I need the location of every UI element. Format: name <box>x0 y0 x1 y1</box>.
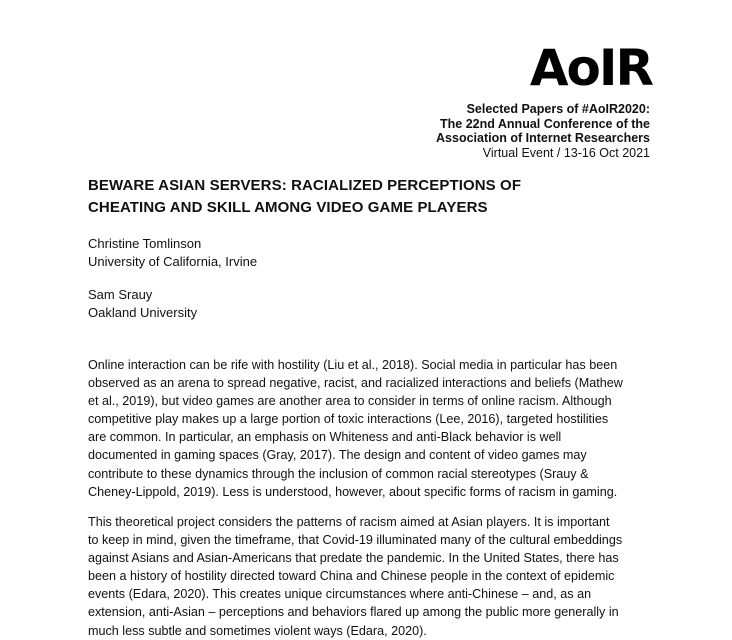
venue-line-4: Virtual Event / 13-16 Oct 2021 <box>482 145 650 160</box>
title-line: CHEATING AND SKILL AMONG VIDEO GAME PLAYERS <box>88 199 488 216</box>
paragraph-line: This theoretical project considers the patterns of racism aimed at Asian players. It is important <box>88 515 610 529</box>
paragraph-line: Cheney-Lippold, 2019). Less is understood, however, about specific forms of racism in gaming. <box>88 484 618 499</box>
paragraph-line: been a history of hostility directed toward China and Chinese people in the context of epidemic <box>88 569 615 584</box>
paragraph-line: observed as an arena to spread negative, racist, and racialized interactions and beliefs (Mathew <box>88 376 623 391</box>
aoir-logo: AoIR <box>529 39 652 97</box>
author-affiliation: University of California, Irvine <box>88 254 258 269</box>
conference-info <box>436 102 650 160</box>
paragraph-line: much less subtle and sometimes violent ways (Edara, 2020). <box>88 623 427 638</box>
venue-line-1: Selected Papers of #AoIR2020: <box>466 102 650 116</box>
body-paragraph-1 <box>88 356 654 501</box>
paper-title <box>88 175 648 219</box>
author-name: Sam Srauy <box>88 287 153 302</box>
author-2 <box>88 286 197 322</box>
venue-line-2: The 22nd Annual Conference of the <box>440 116 650 131</box>
author-name: Christine Tomlinson <box>88 236 202 251</box>
paragraph-line: events (Edara, 2020). This creates unique circumstances where anti-Chinese – and, as an <box>88 587 592 602</box>
author-affiliation: Oakland University <box>88 305 198 320</box>
paragraph-line: documented in gaming spaces (Gray, 2017). The design and content of video games may <box>88 448 587 463</box>
paragraph-line: Online interaction can be rife with hostility (Liu et al., 2018). Social media in particular has been <box>88 358 618 372</box>
paragraph-line: competitive play makes up a large portion of toxic interactions (Lee, 2016), targeted hostilities <box>88 412 609 427</box>
paragraph-line: against Asians and Asian-Americans that predate the pandemic. In the United States, there has <box>88 551 619 566</box>
venue-line-3: Association of Internet Researchers <box>436 131 650 145</box>
title-line: BEWARE ASIAN SERVERS: RACIALIZED PERCEPTIONS OF <box>88 177 522 194</box>
paragraph-line: are common. In particular, an emphasis on Whiteness and anti-Black behavior is well <box>88 430 562 445</box>
paragraph-line: et al., 2019), but video games are another area to consider in terms of online racism. Although <box>88 394 612 409</box>
paragraph-line: to keep in mind, given the timeframe, that Covid-19 illuminated many of the cultural embeddings <box>88 533 623 548</box>
paragraph-line: contribute to these dynamics through the inclusion of common racial stereotypes (Srauy & <box>88 466 589 481</box>
author-1 <box>88 235 257 271</box>
paragraph-line: extension, anti-Asian – perceptions and behaviors flared up among the public more generally in <box>88 605 619 620</box>
body-paragraph-2 <box>88 513 654 640</box>
